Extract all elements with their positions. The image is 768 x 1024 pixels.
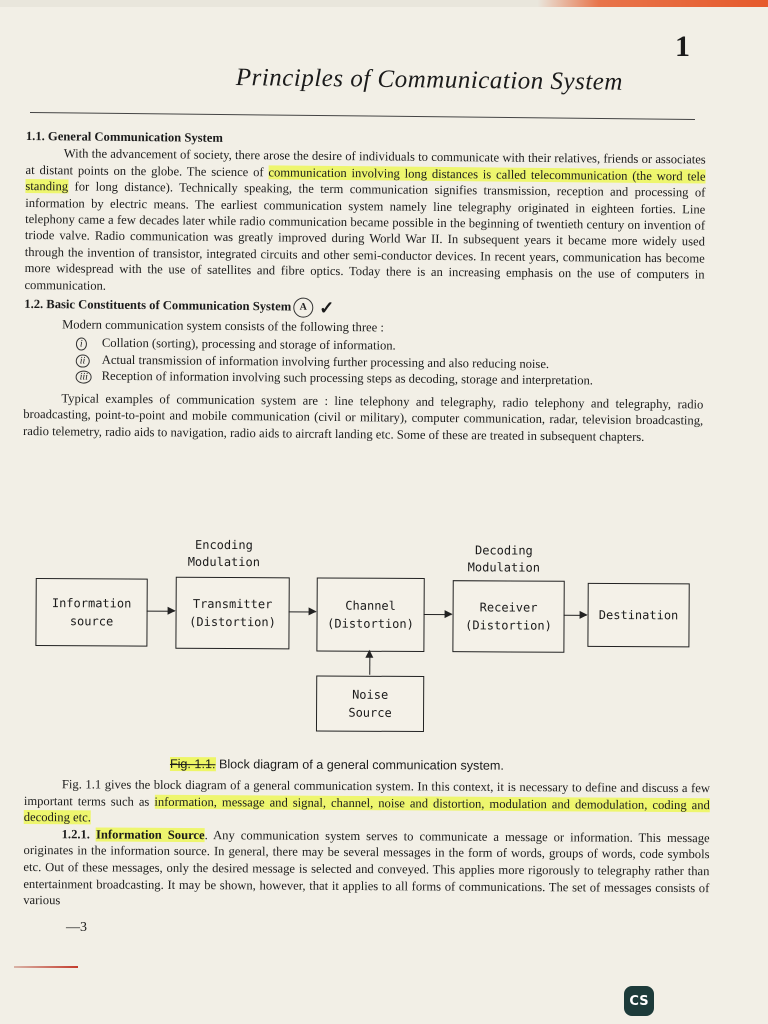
paragraph-information-source: 1.2.1. Information Source. Any communication system serves to communicate a message or information. This message originates in the information source. In general, there may be several messages in the form of words, groups of words, code symbols etc. Out of these messages, only the desired message is selected and conveyed. This applies more rigorously to telegraphy rather than entertainment broadcasting. It may be shown, however, that it applies to all forms of communications. The set of messages consists of various xyxy=(23,827,710,908)
tick-mark-icon: ✓ xyxy=(319,297,335,318)
arrow-up-icon xyxy=(369,651,370,675)
title-underline xyxy=(30,112,695,120)
arrow-right-icon xyxy=(147,611,175,612)
page-number: —3 xyxy=(66,920,87,935)
decoding-modulation-label: Decoding Modulation xyxy=(467,543,540,575)
chapter-number: 1 xyxy=(675,30,690,63)
camscanner-logo-icon: CS xyxy=(624,986,654,1016)
receiver-box: Receiver (Distortion) xyxy=(452,580,564,653)
list-item: ii Actual transmission of information involving further processing and also reducing noise. xyxy=(76,351,704,373)
noise-source-box: Noise Source xyxy=(316,675,424,732)
highlight-telecommunication: communication involving long distances is called telecommunication (the word tele standing xyxy=(25,165,706,194)
main-text-block xyxy=(23,128,706,445)
arrow-right-icon xyxy=(289,611,316,612)
paragraph-important-terms: Fig. 1.1 gives the block diagram of a general communication system. In this context, it is necessary to define and discuss a few important terms such as information, message and signal, channel, noise and distortion, modulation and demodulation, coding and decoding etc. xyxy=(23,777,710,825)
channel-box: Channel (Distortion) xyxy=(316,577,424,652)
block-diagram xyxy=(35,532,726,776)
examples-paragraph: Typical examples of communication system are : line telephony and telegraphy, radio telephony and telegraphy, radio broadcasting, point-to-point and mobile communication (civil or military), computer communication, radar, television broadcasting, radio telemetry, radio aids to navigation, radio aids to aircraft landing etc. Some of these are treated in subsequent chapters. xyxy=(23,391,704,444)
figure-caption: Fig. 1.1. Block diagram of a general communication system. xyxy=(169,757,504,773)
handwritten-circle-mark: A xyxy=(293,298,313,318)
information-source-box: Information source xyxy=(35,578,147,647)
arrow-right-icon xyxy=(424,614,452,615)
list-item: i Collation (sorting), processing and storage of information. xyxy=(76,335,704,357)
constituents-list xyxy=(76,335,704,390)
highlight-important-terms: information, message and signal, channel, noise and distortion, modulation and demodulation, coding and decoding etc. xyxy=(23,794,710,825)
top-edge-strip xyxy=(0,0,768,7)
arrow-right-icon xyxy=(564,615,587,616)
bottom-edge-mark xyxy=(14,966,78,968)
list-item: iii Reception of information involving such processing steps as decoding, storage and interpretation. xyxy=(76,368,704,390)
section-heading-1-1: 1.1. General Communication System xyxy=(25,128,223,145)
paragraph-general-communication: With the advancement of society, there arose the desire of individuals to communicate with their relatives, friends or associates at distant points on the globe. The science of communication involving long distances is called telecommunication (the word tele standing for long distance). Technically speaking, the term communication signifies transmission, reception and processing of information by electric means. The earliest communication system namely line telegraphy originated in eighteen forties. Line telephony came a few decades later while radio communication became possible in the beginning of twentieth century on invention of triode valve. Radio communication was greatly improved during World War II. In subsequent years it became more widely used through the invention of transistor, integrated circuits and other semi-conductor devices. In recent years, communication has become more widespread with the use of satellites and fibre optics. Today there is an increasing emphasis on the use of computers in communication. xyxy=(24,146,706,293)
constituents-intro: Modern communication system consists of the following three : xyxy=(62,317,384,335)
section-heading-1-2: 1.2. Basic Constituents of Communication System A ✓ xyxy=(24,296,335,318)
encoding-modulation-label: Encoding Modulation xyxy=(187,537,261,570)
transmitter-box: Transmitter (Distortion) xyxy=(175,577,289,650)
destination-box: Destination xyxy=(587,583,689,648)
chapter-title: Principles of Communication System xyxy=(235,64,624,96)
second-text-block xyxy=(23,776,710,913)
highlight-information-source: Information Source xyxy=(95,827,205,842)
